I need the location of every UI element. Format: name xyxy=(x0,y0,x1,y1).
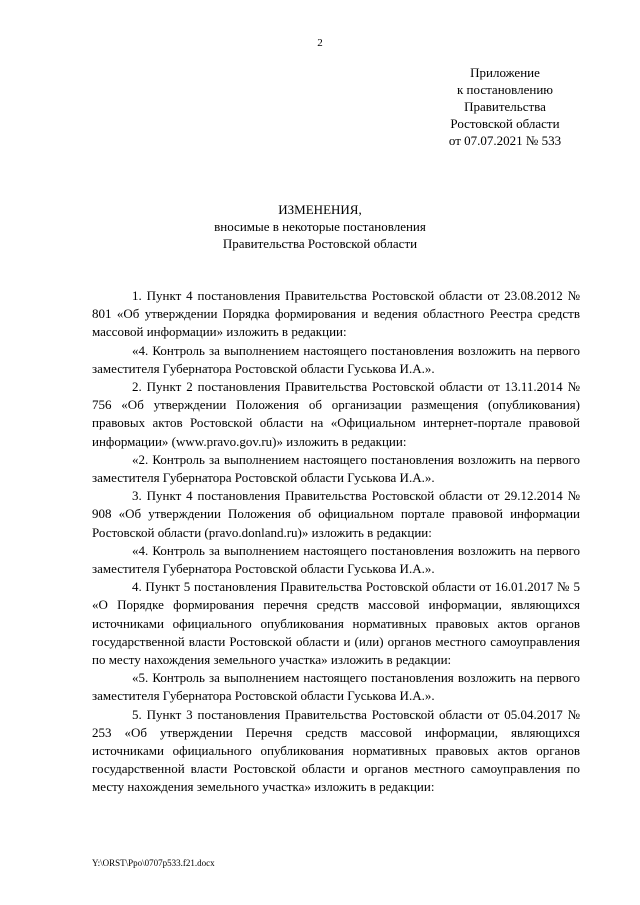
appendix-line: Ростовской области xyxy=(450,116,560,131)
appendix-block xyxy=(430,64,580,149)
heading-title: ИЗМЕНЕНИЯ, xyxy=(278,202,362,217)
file-path-footer: Y:\ORST\Ppo\0707p533.f21.docx xyxy=(92,858,215,868)
document-body xyxy=(92,287,580,797)
page-number: 2 xyxy=(317,37,323,49)
body-paragraph: «4. Контроль за выполнением настоящего постановления возложить на первого заместителя Губернатора Ростовской области Гуськова И.А.». xyxy=(92,342,580,376)
body-paragraph: «4. Контроль за выполнением настоящего постановления возложить на первого заместителя Губернатора Ростовской области Гуськова И.А.». xyxy=(92,542,580,577)
body-paragraph: 3. Пункт 4 постановления Правительства Ростовской области от 29.12.2014 № 908 «Об утверждении Положения об официальном портале правовой информации Ростовской области (pravo.donland.ru)» изложить в редакции: xyxy=(92,488,580,540)
appendix-line: Правительства xyxy=(464,99,546,114)
body-paragraph: «5. Контроль за выполнением настоящего постановления возложить на первого заместителя Губернатора Ростовской области Гуськова И.А.». xyxy=(92,670,580,704)
appendix-line: от 07.07.2021 № 533 xyxy=(448,133,562,148)
body-paragraph: 4. Пункт 5 постановления Правительства Ростовской области от 16.01.2017 № 5 «О Порядке формирования перечня средств массовой информации, являющихся источниками официального опубликования нормативных правовых актов органов государственной власти Ростовской области и (или) органов местного самоуправления по месту нахождения земельного участка» изложить в редакции: xyxy=(92,579,580,668)
body-paragraph: 1. Пункт 4 постановления Правительства Ростовской области от 23.08.2012 № 801 «Об утверждении Порядка формирования и ведения областного Реестра средств массовой информации» изложить в редакции: xyxy=(92,288,580,340)
appendix-line: к постановлению xyxy=(456,82,554,97)
heading-subtitle: Правительства Ростовской области xyxy=(222,236,418,251)
heading-subtitle: вносимые в некоторые постановления xyxy=(214,219,426,234)
body-paragraph: 5. Пункт 3 постановления Правительства Ростовской области от 05.04.2017 № 253 «Об утверждении Перечня средств массовой информации, являющихся источниками официального опубликования нормативных правовых актов органов государственной власти Ростовской области и органов местного самоуправления по месту нахождения земельного участка» изложить в редакции: xyxy=(92,706,580,795)
document-heading xyxy=(160,201,480,252)
body-paragraph: «2. Контроль за выполнением настоящего постановления возложить на первого заместителя Губернатора Ростовской области Гуськова И.А.». xyxy=(92,451,580,486)
appendix-line: Приложение xyxy=(470,65,540,80)
body-paragraph: 2. Пункт 2 постановления Правительства Ростовской области от 13.11.2014 № 756 «Об утверждении Положения об организации размещения (опубликования) правовых актов Ростовской области на «Официальном интернет-портале правовой информации» (www.pravo.gov.ru)» изложить в редакции: xyxy=(92,379,580,449)
